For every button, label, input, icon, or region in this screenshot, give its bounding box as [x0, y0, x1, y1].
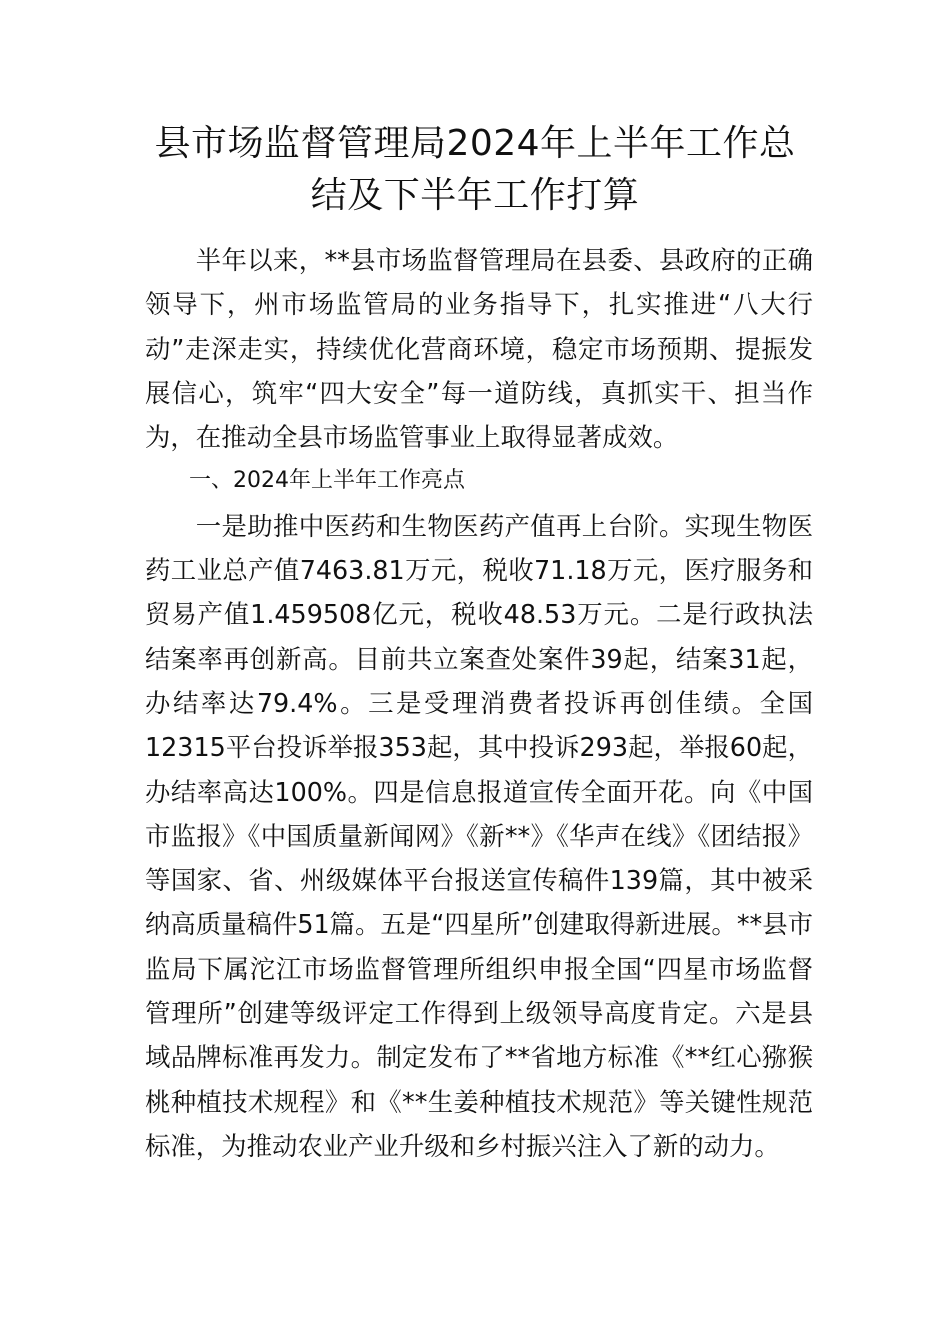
section-heading: 一、2024年上半年工作亮点	[189, 468, 465, 494]
intro-paragraph: 半年以来，**县市场监督管理局在县委、县政府的正确领导下，州市场监管局的业务指导下，扎实推进“八大行动”走深走实，持续优化营商环境，稳定市场预期、提振发展信心，筑牢“四大安全”每一道防线，真抓实干、担当作为，在推动全县市场监管事业上取得显著成效。	[145, 245, 813, 453]
document-title: 县市场监督管理局2024年上半年工作总结及下半年工作打算	[154, 123, 796, 216]
document-body	[145, 238, 813, 1168]
section-paragraph: 一是助推中医药和生物医药产值再上台阶。实现生物医药工业总产值7463.81万元，税收71.18万元，医疗服务和贸易产值1.459508亿元，税收48.53万元。二是行政执法结案率再创新高。目前共立案查处案件39起，结案31起，办结率达79.4%。三是受理消费者投诉再创佳绩。全国12315平台投诉举报353起，其中投诉293起，举报60起，办结率高达100%。四是信息报道宣传全面开花。向《中国市监报》《中国质量新闻网》《新**》《华声在线》《团结报》等国家、省、州级媒体平台报送宣传稿件139篇，其中被采纳高质量稿件51篇。五是“四星所”创建取得新进展。**县市监局下属沱江市场监督管理所组织申报全国“四星市场监督管理所”创建等级评定工作得到上级领导高度肯定。六是县域品牌标准再发力。制定发布了**省地方标准《**红心猕猴桃种植技术规程》和《**生姜种植技术规范》等关键性规范标准，为推动农业产业升级和乡村振兴注入了新的动力。	[145, 510, 813, 1161]
